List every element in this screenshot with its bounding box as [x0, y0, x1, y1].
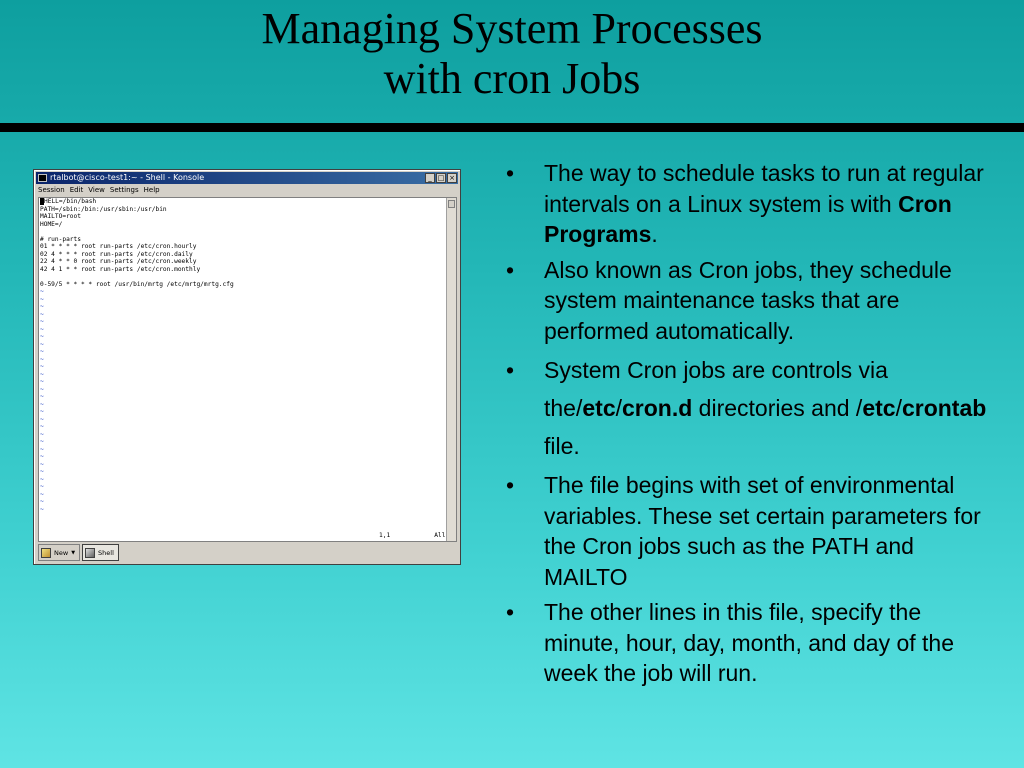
empty-line-marker: ~	[40, 318, 44, 325]
empty-line-marker: ~	[40, 378, 44, 385]
terminal-line-text: 01 * * * * root run-parts /etc/cron.hourly	[40, 243, 197, 250]
empty-line-marker: ~	[40, 490, 44, 498]
terminal-line-text: 42 4 1 * * root run-parts /etc/cron.monthly	[40, 265, 201, 273]
terminal-line-text: # run-parts	[40, 235, 81, 243]
empty-line-marker: ~	[40, 348, 44, 355]
minimize-button[interactable]: _	[425, 173, 435, 183]
terminal-app-icon[interactable]	[38, 174, 47, 182]
terminal-line	[40, 258, 445, 266]
terminal-line	[40, 213, 445, 221]
bullet-cron-programs: • The way to schedule tasks to run at regular intervals on a Linux system is with Cron Programs.	[506, 160, 984, 247]
empty-line-marker: ~	[40, 430, 44, 438]
terminal-line	[40, 243, 445, 251]
empty-line-marker: ~	[40, 393, 44, 400]
empty-line-marker: ~	[40, 468, 44, 475]
empty-line-marker: ~	[40, 370, 44, 378]
tab-shell[interactable]	[82, 544, 119, 561]
terminal-line	[40, 273, 445, 281]
slide-title-line1: Managing System Processes	[261, 4, 763, 53]
menu-session[interactable]: Session	[38, 186, 65, 194]
terminal-line	[40, 206, 445, 214]
menu-view[interactable]: View	[88, 186, 105, 194]
new-session-label: New	[54, 548, 69, 557]
empty-line-marker: ~	[40, 438, 44, 445]
terminal-line	[40, 198, 445, 206]
empty-line-marker: ~	[40, 483, 44, 490]
terminal-line-text	[40, 228, 44, 235]
maximize-button[interactable]: □	[437, 174, 445, 182]
konsole-titlebar[interactable]	[36, 172, 458, 184]
empty-line-marker: ~	[40, 333, 44, 340]
slide-title-line2: with cron Jobs	[383, 54, 641, 103]
bullet-environment-variables: • The file begins with set of environmental variables. These set certain parameters for the Cron jobs such as the PATH and MAILTO	[506, 472, 981, 590]
shell-icon	[85, 548, 95, 558]
file-extent: All	[434, 532, 446, 539]
terminal-line-text	[40, 273, 44, 280]
bullet-cron-jobs: • Also known as Cron jobs, they schedule system maintenance tasks that are performed automatically.	[506, 256, 952, 344]
menu-edit[interactable]: Edit	[69, 186, 84, 194]
terminal-area[interactable]	[38, 197, 457, 542]
terminal-line-text: HOME=/	[40, 220, 63, 228]
menu-settings[interactable]: Settings	[109, 186, 139, 194]
empty-line-marker: ~	[40, 415, 44, 423]
konsole-window-title: rtalbot@cisco-test1:~ - Shell - Konsole	[50, 173, 205, 182]
konsole-window[interactable]	[33, 169, 461, 565]
bullet-system-cron: • System Cron jobs are controls via the/etc/cron.d directories and /etc/crontab file.	[500, 351, 1000, 465]
empty-line-marker: ~	[40, 310, 44, 318]
terminal-line	[40, 251, 445, 259]
new-session-icon	[41, 548, 51, 558]
tab-shell-label: Shell	[98, 548, 114, 557]
bullet-marker: •	[506, 472, 515, 498]
terminal-line-text: MAILTO=root	[40, 213, 81, 220]
empty-line-marker: ~	[40, 340, 44, 348]
empty-line-marker: ~	[40, 423, 44, 430]
menu-help[interactable]: Help	[143, 186, 160, 194]
title-divider	[0, 123, 1024, 132]
bullet-schedule-fields: • The other lines in this file, specify the minute, hour, day, month, and day of the week the job will run.	[506, 599, 955, 686]
empty-line-marker: ~	[40, 408, 44, 415]
empty-line-marker: ~	[40, 355, 44, 363]
empty-line-marker: ~	[40, 303, 44, 310]
empty-line-marker: ~	[40, 363, 44, 370]
terminal-line	[40, 221, 445, 229]
terminal-line	[40, 266, 445, 274]
terminal-text	[40, 198, 445, 513]
terminal-scrollbar[interactable]	[446, 198, 456, 541]
konsole-tabbar	[38, 544, 119, 561]
terminal-line-text: 02 4 * * * root run-parts /etc/cron.daily	[40, 250, 193, 258]
empty-line-marker: ~	[40, 505, 44, 513]
terminal-line-text: PATH=/sbin:/bin:/usr/sbin:/usr/bin	[40, 205, 167, 213]
cursor-position: 1,1	[379, 532, 391, 539]
empty-line-marker: ~	[40, 400, 44, 408]
terminal-line	[40, 236, 445, 244]
close-button[interactable]: ×	[447, 173, 457, 183]
scrollbar-thumb[interactable]	[448, 200, 455, 208]
bullet-marker: •	[506, 160, 515, 186]
terminal-line-text: 0-59/5 * * * * root /usr/bin/mrtg /etc/mrtg/mrtg.cfg	[40, 280, 234, 288]
terminal-line	[40, 281, 445, 289]
bullet-marker: •	[506, 256, 515, 283]
bullet-marker: •	[506, 357, 515, 383]
new-session-button[interactable]	[38, 544, 80, 561]
empty-line-marker: ~	[40, 325, 44, 333]
empty-line-marker: ~	[40, 475, 44, 483]
terminal-line	[40, 228, 445, 236]
chevron-down-icon[interactable]: ▼	[71, 549, 76, 556]
empty-line-marker: ~	[40, 288, 44, 295]
konsole-menubar	[38, 185, 160, 196]
terminal-line-text: HELL=/bin/bash	[44, 198, 97, 205]
empty-line-marker: ~	[40, 460, 44, 468]
empty-line-marker: ~	[40, 445, 44, 453]
terminal-line-text: 22 4 * * 0 root run-parts /etc/cron.weekly	[40, 258, 197, 265]
empty-line-marker: ~	[40, 385, 44, 393]
editor-status-line	[379, 532, 445, 539]
empty-line-marker: ~	[40, 453, 44, 460]
empty-line-marker: ~	[40, 295, 44, 303]
bullet-list	[500, 158, 1000, 694]
window-controls	[425, 173, 457, 183]
slide-title	[0, 4, 1024, 104]
bullet-marker: •	[506, 599, 515, 625]
empty-line-marker: ~	[40, 498, 44, 505]
